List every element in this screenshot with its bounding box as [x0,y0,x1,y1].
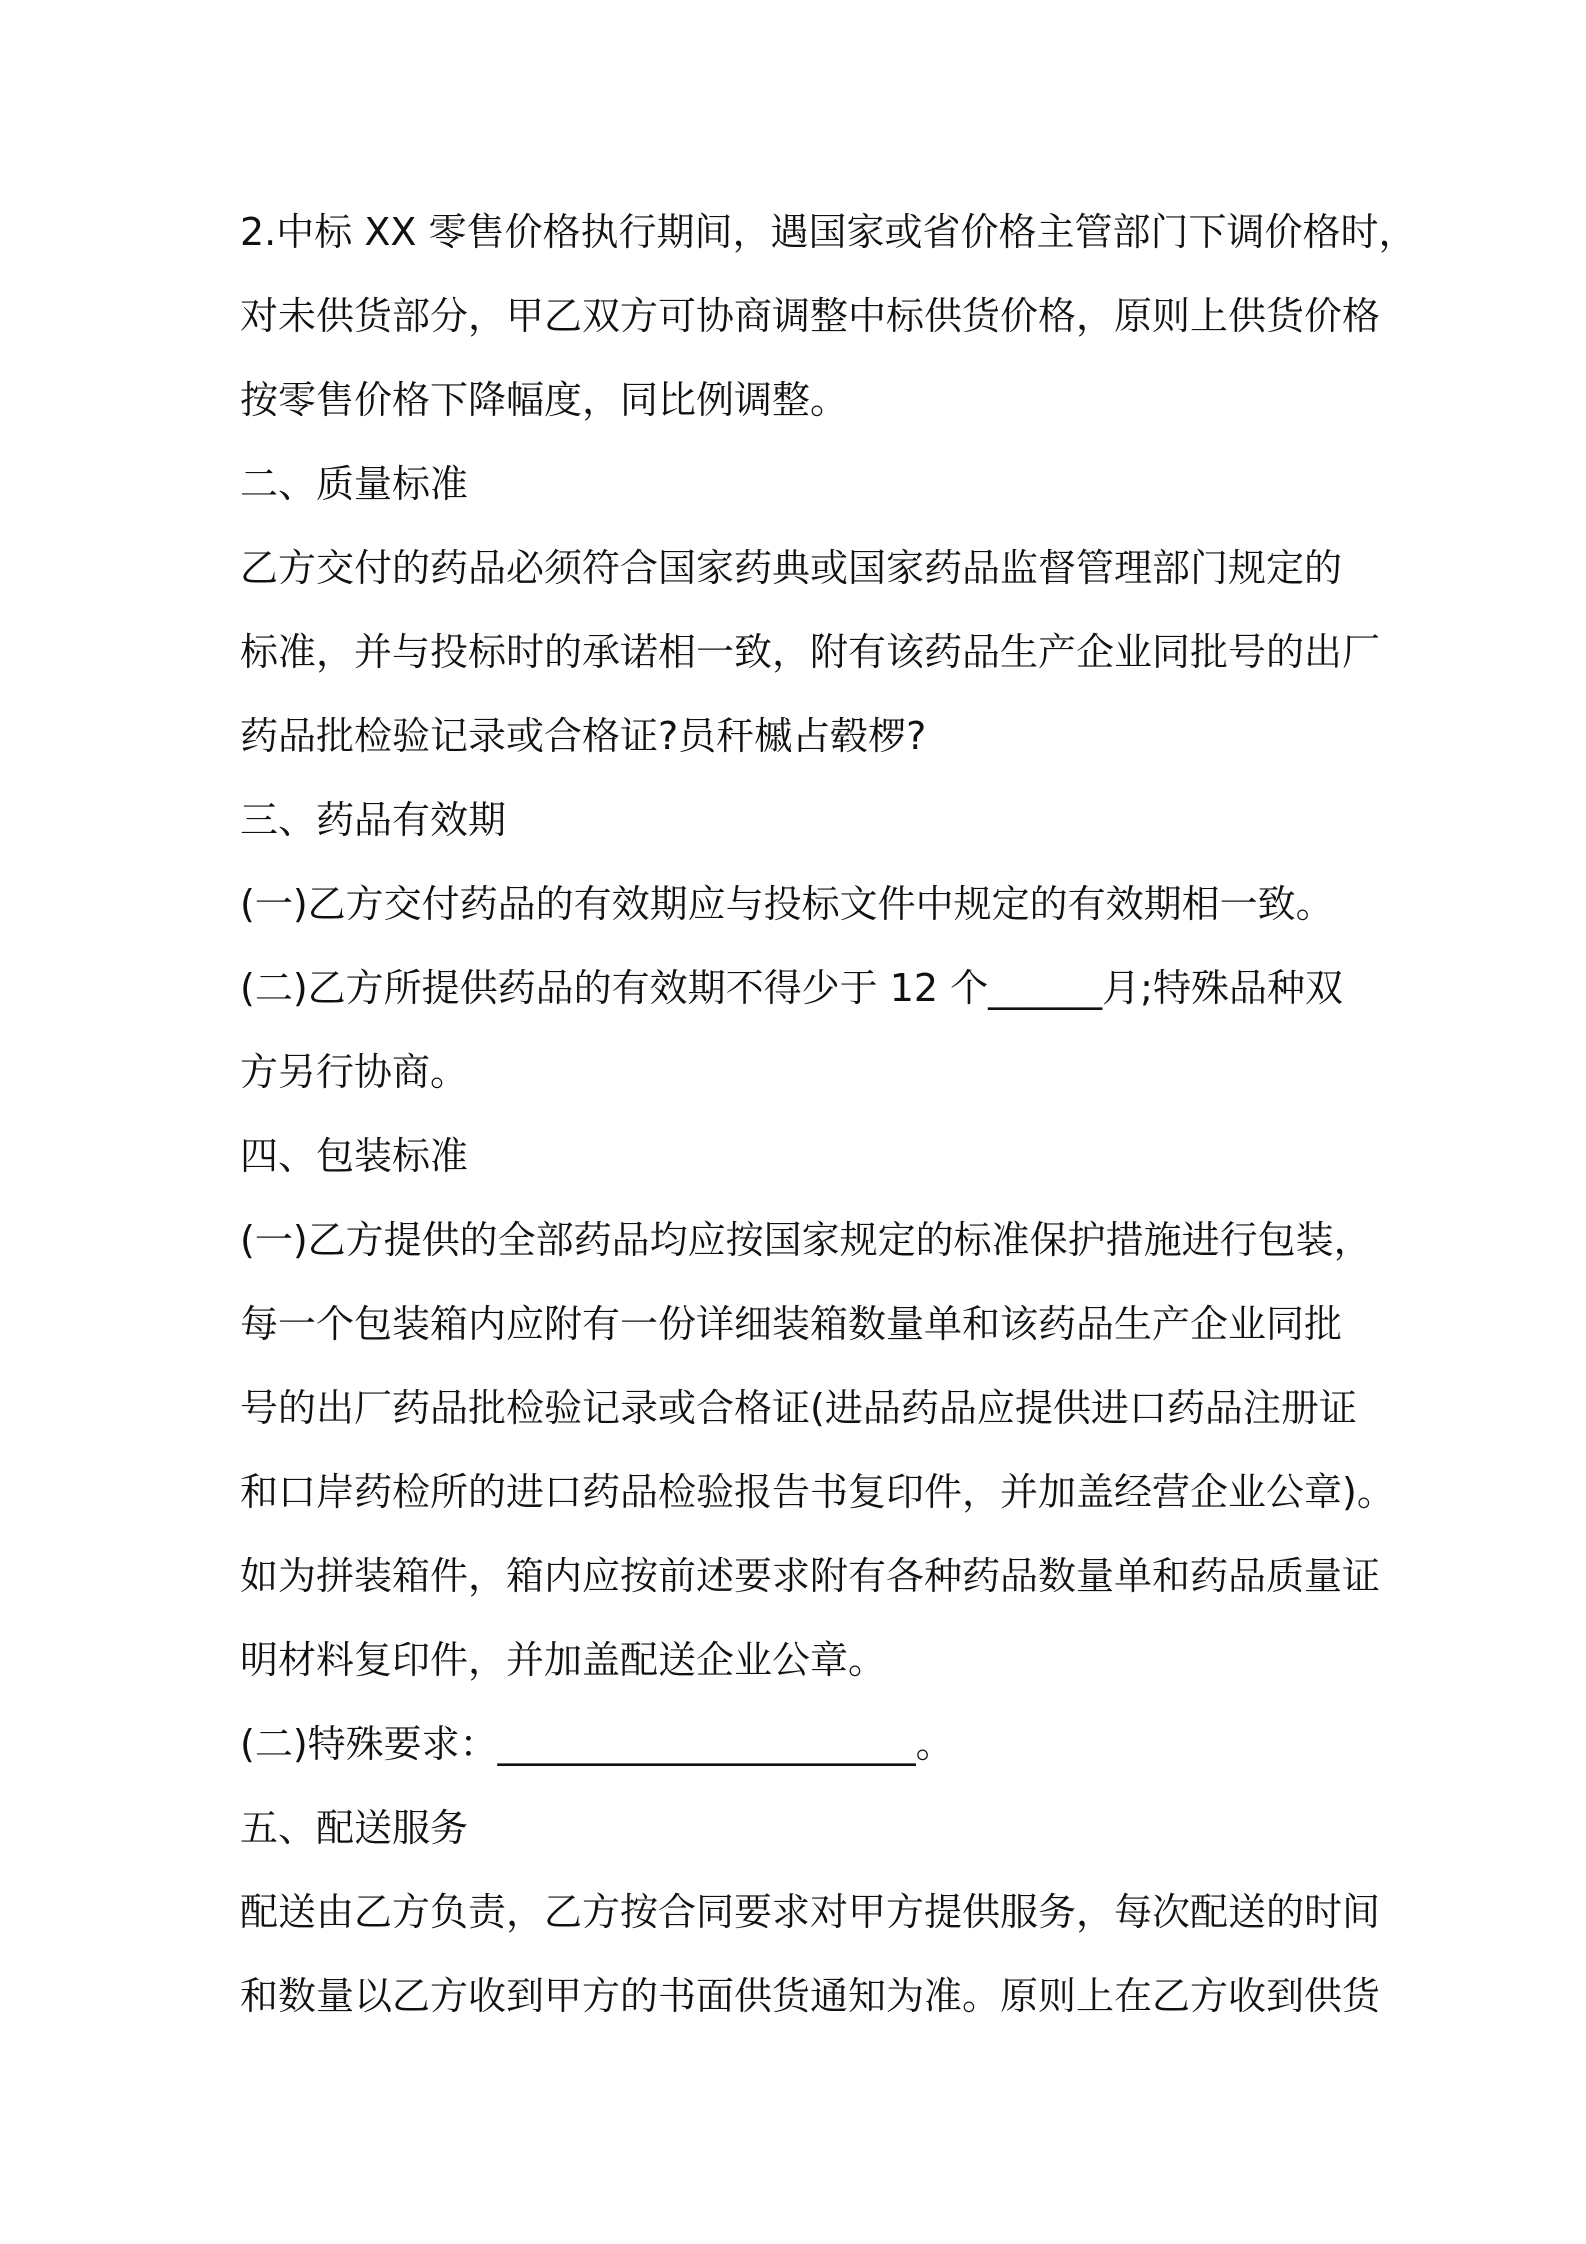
text-line-delivery-2: 和数量以乙方收到甲方的书面供货通知为准。原则上在乙方收到供货 [240,1974,1381,2018]
text-line-delivery-1: 配送由乙方负责，乙方按合同要求对甲方提供服务，每次配送的时间 [240,1890,1381,1934]
text-line-validity-2: (二)乙方所提供药品的有效期不得少于 12 个______月;特殊品种双 [240,966,1343,1010]
section-heading-quality-standard: 二、质量标准 [240,462,469,506]
text-line-packaging-3: 号的出厂药品批检验记录或合格证(进品药品应提供进口药品注册证 [240,1386,1357,1430]
text-line-special-requirements: (二)特殊要求：______________________。 [240,1722,954,1766]
section-heading-packaging-standard: 四、包装标准 [240,1134,469,1178]
text-line-validity-3: 方另行协商。 [240,1050,469,1094]
text-line-packaging-6: 明材料复印件，并加盖配送企业公章。 [240,1638,887,1682]
text-line-packaging-2: 每一个包装箱内应附有一份详细装箱数量单和该药品生产企业同批 [240,1302,1343,1346]
text-line-price-adjustment-2: 对未供货部分，甲乙双方可协商调整中标供货价格，原则上供货价格 [240,294,1381,338]
text-line-quality-3: 药品批检验记录或合格证?员秆槭占毂椤? [240,714,927,758]
text-line-packaging-1: (一)乙方提供的全部药品均应按国家规定的标准保护措施进行包装， [240,1218,1372,1262]
text-line-packaging-4: 和口岸药检所的进口药品检验报告书复印件，并加盖经营企业公章)。 [240,1470,1395,1514]
text-line-price-adjustment-3: 按零售价格下降幅度，同比例调整。 [240,378,849,422]
text-line-quality-2: 标准，并与投标时的承诺相一致，附有该药品生产企业同批号的出厂 [240,630,1381,674]
section-heading-validity-period: 三、药品有效期 [240,798,507,842]
document-body [240,190,1417,2038]
section-heading-delivery-service: 五、配送服务 [240,1806,469,1850]
text-line-quality-1: 乙方交付的药品必须符合国家药典或国家药品监督管理部门规定的 [240,546,1343,590]
text-line-validity-1: (一)乙方交付药品的有效期应与投标文件中规定的有效期相一致。 [240,882,1334,926]
text-line-packaging-5: 如为拼装箱件，箱内应按前述要求附有各种药品数量单和药品质量证 [240,1554,1381,1598]
text-line-price-adjustment-1: 2.中标 XX 零售价格执行期间，遇国家或省价格主管部门下调价格时， [240,210,1417,254]
